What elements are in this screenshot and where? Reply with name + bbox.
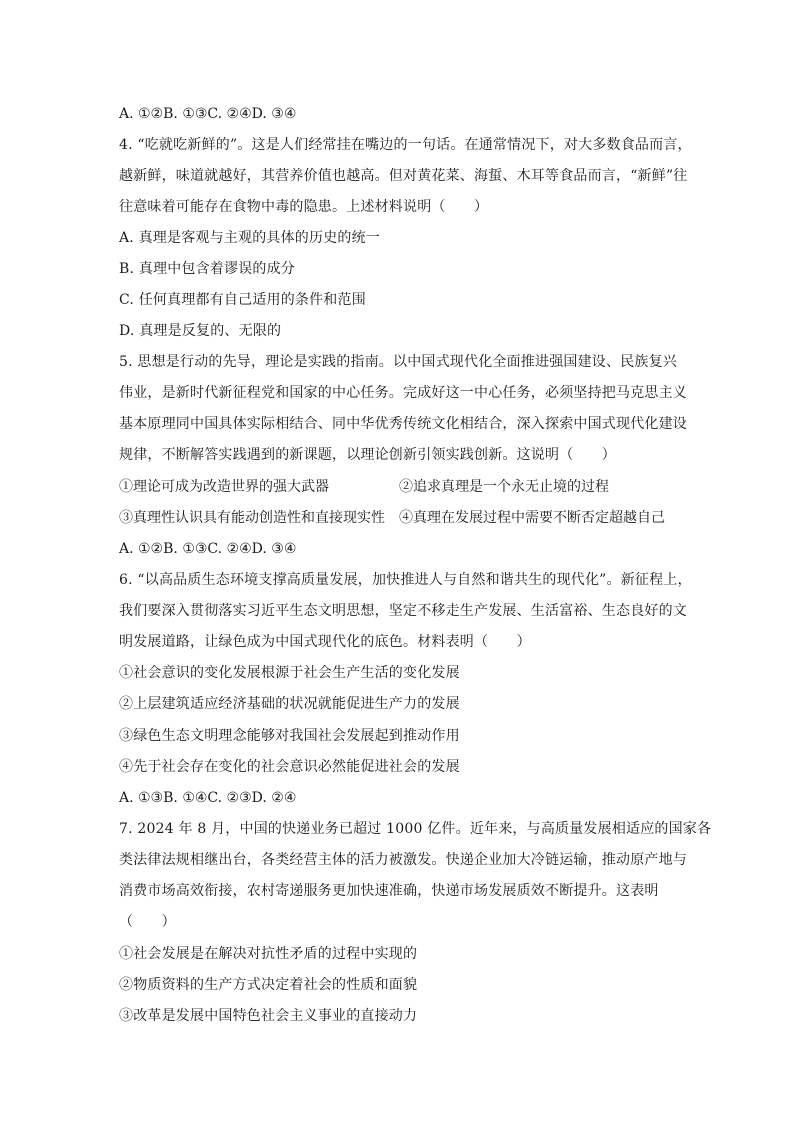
q7-item-2: ②物质资料的生产方式决定着社会的性质和面貌 (119, 977, 418, 993)
q7-stem-line-2: 类法律法规相继出台，各类经营主体的活力被激发。快递企业加大冷链运输，推动原产地与 (119, 852, 687, 868)
q5-stem-line-3: 基本原理同中国具体实际相结合、同中华优秀传统文化相结合，深入探索中国式现代化建设 (119, 416, 687, 432)
answer-c: C. ②③ (207, 790, 252, 806)
q5-stem-line-4: 规律，不断解答实践遇到的新课题，以理论创新引领实践创新。这说明（ ） (119, 447, 616, 463)
answer-c: C. ②④ (207, 106, 252, 122)
q7-stem-line-3: 消费市场高效衔接，农村寄递服务更加快速准确，快递市场发展质效不断提升。这表明 (119, 883, 659, 899)
q6-stem-line-2: 我们要深入贯彻落实习近平生态文明思想，坚定不移走生产发展、生活富裕、生态良好的文 (119, 603, 687, 619)
q5-stem-line-2: 伟业，是新时代新征程党和国家的中心任务。完成好这一中心任务，必须坚持把马克思主义 (119, 385, 687, 401)
q6-stem-line-3: 明发展道路，让绿色成为中国式现代化的底色。材料表明（ ） (119, 634, 531, 650)
q5-item-2: ②追求真理是一个永无止境的过程 (399, 479, 609, 495)
q5-item-4: ④真理在发展过程中需要不断否定超越自己 (399, 510, 665, 526)
answer-b: B. ①④ (163, 790, 208, 806)
answer-d: D. ②④ (251, 790, 297, 806)
q7-stem-line-4: （ ） (119, 914, 176, 930)
q4-stem-line-1: 4. “吃就吃新鲜的”。这是人们经常挂在嘴边的一句话。在通常情况下，对大多数食品而言， (119, 137, 692, 153)
answer-a: A. ①② (119, 541, 164, 557)
q6-item-4: ④先于社会存在变化的社会意识必然能促进社会的发展 (119, 759, 460, 775)
prev-question-answers (119, 105, 296, 123)
q5-stem-line-1: 5. 思想是行动的先导，理论是实践的指南。以中国式现代化全面推进强国建设、民族复兴 (119, 354, 678, 370)
q6-answers (119, 789, 296, 807)
q4-stem-line-3: 往意味着可能存在食物中毒的隐患。上述材料说明（ ） (119, 199, 489, 215)
q5-items-row-1 (119, 478, 679, 496)
q4-option-a: A. 真理是客观与主观的具体的历史的统一 (119, 230, 381, 246)
q5-item-1: ①理论可成为改造世界的强大武器 (119, 479, 329, 495)
q6-item-1: ①社会意识的变化发展根源于社会生产生活的变化发展 (119, 665, 460, 681)
answer-b: B. ①③ (163, 541, 208, 557)
answer-a: A. ①② (119, 106, 164, 122)
q5-answers (119, 540, 296, 558)
q6-item-2: ②上层建筑适应经济基础的状况就能促进生产力的发展 (119, 696, 460, 712)
answer-b: B. ①③ (163, 106, 208, 122)
q4-stem-line-2: 越新鲜，味道就越好，其营养价值也越高。但对黄花菜、海蜇、木耳等食品而言，“新鲜”往 (119, 168, 688, 184)
answer-d: D. ③④ (251, 541, 297, 557)
answer-a: A. ①③ (119, 790, 164, 806)
q7-item-3: ③改革是发展中国特色社会主义事业的直接动力 (119, 1008, 418, 1024)
q4-option-c: C. 任何真理都有自己适用的条件和范围 (119, 292, 366, 308)
q5-item-3: ③真理性认识具有能动创造性和直接现实性 (119, 510, 385, 526)
answer-c: C. ②④ (207, 541, 252, 557)
q4-option-d: D. 真理是反复的、无限的 (119, 323, 282, 339)
q4-option-b: B. 真理中包含着谬误的成分 (119, 261, 295, 277)
answer-d: D. ③④ (251, 106, 297, 122)
q5-items-row-2 (119, 509, 679, 527)
q7-item-1: ①社会发展是在解决对抗性矛盾的过程中实现的 (119, 946, 418, 962)
q7-stem-line-1: 7. 2024 年 8 月，中国的快递业务已超过 1000 亿件。近年来，与高质量发展相适应的国家各 (119, 821, 712, 837)
q6-item-3: ③绿色生态文明理念能够对我国社会发展起到推动作用 (119, 728, 460, 744)
q6-stem-line-1: 6. “以高品质生态环境支撑高质量发展，加快推进人与自然和谐共生的现代化”。新征程上， (119, 572, 692, 588)
